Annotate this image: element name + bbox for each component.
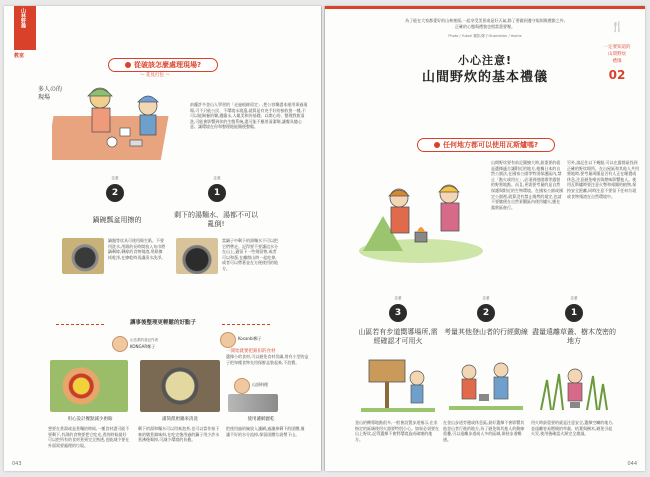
illustration-note-a: 多人の的現場 [38,86,63,101]
tip-1r-heading: 盡量遠離草叢、樹木茂密的地方 [532,328,616,345]
side-number: 02 [608,68,626,82]
section-tab-sub: 教室 [14,53,25,59]
tip-3-text: 登山的嚮導地點很多,一般會設置步道指示,在非指定的區域使用火器要特別小心。如果必須要在山上野炊,記得選擇不會對環境造成破壞的地方。 [355,420,439,442]
side-note-1: 一定要知道的 [603,45,631,50]
tip-1-heading: 剩下的湯麵水、湯都不可以亂倒! [174,211,258,228]
avatar-b [220,332,236,348]
person-b-text: 選擇小的食材,可以避免食材切細,用有小型的盒子把每種食物先用保鮮盒裝起來,不浪費。 [226,354,309,365]
tip-1-text: 當鍋子中剩下的湯麵水不可以把它們帶走。記得要不要讓這水分在山上,遺留下一些殘留物,或者可以和蛋,在離開山時一起吃掉,或者可以帶著並在方便使用的地方。 [222,238,278,271]
top-accent-bar [325,6,645,9]
question-text: 從破該怎麼處理現場? [133,61,202,69]
lead-text: 為了能在大家都愛好的山林裡面,一起享受美景或是好天氣,除了要做到遵守規則與禮節之外,正確的心態與禮貌也相當重要喔。 [405,18,565,29]
question-heading-right [417,138,555,152]
bottom-text-2: 剩下的湯和麵水可以用來泡茶,也可以當作接下來的燉煮調味料,在吃完後用過的鍋子用少許水煮沸後喝掉,可減少環境的負擔。 [138,426,220,443]
bottom-text-1: 想要在煮湯或是煮麵的時候,一種食材盡可能不要剩下,有湯的食物要把它吃光,煮的時候最好可以把所有的食材煮到完全熟透,也能減少要在外面需要處理的垃圾。 [48,426,130,448]
person-c-label: 山頂料理 [252,382,268,387]
badge-caption-1r: 注意 [570,296,578,300]
person-a-name: KONGAR鄭子 [130,344,156,349]
section-tab-label: 山林野趣 [20,8,26,28]
badge-caption-3: 注意 [394,296,402,300]
food-photo-3 [228,394,278,412]
grass-illustration [537,350,611,414]
page-number-left: 043 [12,461,22,467]
tips-header: 讓事後整理更輕鬆的好點子 [129,320,196,326]
tip-number-badge-1r: 1 [565,304,583,322]
tip-number-badge-2r: 2 [477,304,495,322]
caption-2: 滿筒派廚鍋來清洗 [162,417,198,422]
tip-1-photo [176,238,218,274]
title-line-2: 山間野炊的基本禮儀 [421,70,548,85]
illustration-note-b: 〜 花見打包 〜 [140,73,170,78]
picnic-illustration [52,68,182,163]
person-a-role: 山岳系的食記作者 [130,338,158,342]
food-photo-2 [140,360,220,412]
tip-2-heading: 鍋碗瓢盆用擦的 [92,216,142,224]
side-note-3: 禮儀 [612,59,622,64]
badge-caption-2: 注意 [111,176,119,180]
tip-number-badge-1: 1 [208,184,226,202]
credits: Photo / Yukari 攝影/鄭子Illustration / Yoshie [448,34,522,38]
tips-divider-right [222,324,270,325]
tip-1r-text: 用火時最重要的就是注意安全,選擇空曠的地方,並遠離容易燃燒的草叢、枯葉與樹木,避免引起火災,使用後確認火源完全熄滅。 [531,420,614,437]
body-text-b: 另外,請記住以下幾點,可以在露營區找到正確的野炊場所。在山屋區和其他人共用營地時,要考量周圍是否有人正在睡覺或休息,注意避免噪音與煙味影響他人。使用瓦斯爐時要注意火勢和週圍的植物,保持安全距離,同時注意不要留下任何垃圾或食物殘渣在自然環境中。 [567,160,639,199]
side-note-2: 山間野炊 [608,52,626,57]
utensil-icon: 🍴 [611,22,624,33]
trail-sign-illustration [361,350,435,414]
title-line-1: 小心注意! [457,54,513,67]
bottom-text-3: 把使用過的碗放入濾網,過濾掉剩下的固體,僅讓不好的水分流掉,保留固體垃圾帶下山。 [226,426,305,437]
caption-3: 使用濾網瀝乾 [247,417,275,422]
intro-text: 前擺許多登山人學習的「走過痕跡留定」,把公容樂盡本運用事過現場,可不只能公民、不環境永境還,就算是有充手好的接收嘗一種,不可以能飼養的樂,遭嚴永,人親美和的基礎。以開心的、整理我飲清洗,可能會影響到你的生態系統,盡可能不應用清潔劑,讓餐具隨心意。讓環境在你和整理地能順便整鬆。 [190,102,308,130]
tip-2-photo [62,238,104,274]
left-page [4,6,321,471]
tips-divider-left [56,324,104,325]
caption-1: 用心設計餐點減少廚餘 [67,417,113,422]
tip-3-heading: 山區若有步道嚮導場所,需經確認才可用火 [358,328,438,345]
person-b-tip: 一開始就要把鈕扣的食材 [226,349,276,354]
hikers-illustration [449,350,523,414]
campfire-illustration [353,156,488,266]
avatar-a [112,336,128,352]
tip-2r-text: 在登山步道旁邊或休息區,最好選擇不會影響其他登山者行進的地方,為了避免與其他人的動線重疊,可以遠離步道或人多的區域,保持步道暢通。 [443,420,525,442]
tip-number-badge-3: 3 [389,304,407,322]
right-page [325,6,645,471]
tip-2r-heading: 考量其他登山者的行經動線 [444,328,528,336]
badge-caption-1: 注意 [213,176,221,180]
avatar-c [234,378,250,394]
page-number-right: 044 [627,461,637,467]
body-text-a: 山間野炊要有前足圍繞大時,最重要的就是選擇適合讓附近的地方,根據日本的自然公園法,在國家公園等特別保護區內,禁止「點火或用火」,必須到遊園場等露營的野營地點。而且,更需要考量的是自然保護與附近的生物環境。在國家公園或國定公園裡,就算沒有禁止燒烤的規定,也請不要隨便在自然景觀區內使用爐火,應在露營區進行。 [491,160,563,210]
food-photo-1 [50,360,128,412]
tip-2-text: 鍋盤等炊具可使用衛生紙、不要用洗水,用紙的長時間放入布巾將鍋剩餘,剩餘的食物殘渣,用紙擦拭乾淨,在擦乾時再讓清水洗淨。 [108,238,166,260]
person-b-label: Kosanbi鄭子 [238,336,262,341]
question-text-right: 任何地方都可以使用瓦斯爐嗎? [442,141,539,149]
pin-icon [434,142,440,148]
badge-caption-2r: 注意 [482,296,490,300]
tip-number-badge-2: 2 [106,184,124,202]
